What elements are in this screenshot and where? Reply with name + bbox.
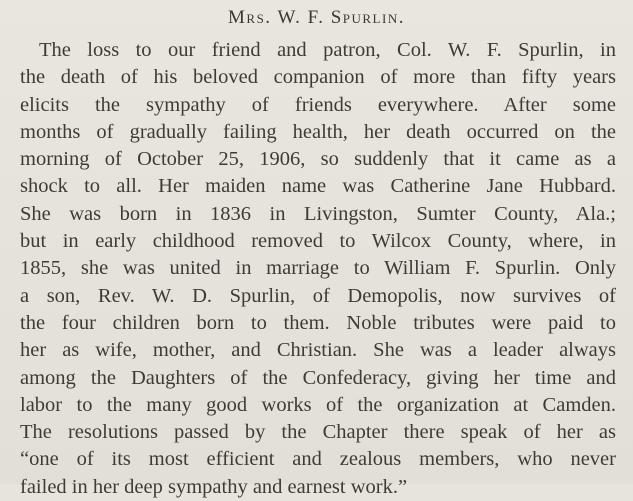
paragraph-line: her as wife, mother, and Christian. She was a leader always	[20, 339, 616, 362]
paragraph-line: labor to the many good works of the organization at Camden.	[20, 393, 616, 416]
paragraph-line: failed in her deep sympathy and earnest work.”	[20, 475, 408, 498]
paragraph-line: months of gradually failing health, her death occurred on the	[20, 120, 616, 143]
paragraph-line: The resolutions passed by the Chapter there speak of her as	[20, 421, 616, 444]
paragraph-line: the death of his beloved companion of more than fifty years	[20, 66, 616, 89]
paragraph-line: among the Daughters of the Confederacy, giving her time and	[20, 366, 616, 389]
paragraph-line: a son, Rev. W. D. Spurlin, of Demopolis, now survives of	[20, 284, 616, 307]
paragraph-line: 1855, she was united in marriage to William F. Spurlin. Only	[20, 257, 616, 280]
paragraph-line: “one of its most efficient and zealous members, who never	[20, 448, 616, 471]
paragraph-line: but in early childhood removed to Wilcox County, where, in	[20, 230, 616, 253]
paragraph-line: morning of October 25, 1906, so suddenly that it came as a	[20, 148, 616, 171]
article-body	[20, 37, 616, 501]
paragraph-line: the four children born to them. Noble tributes were paid to	[20, 311, 616, 334]
paragraph-line: elicits the sympathy of friends everywhere. After some	[20, 93, 616, 116]
paragraph-line: The loss to our friend and patron, Col. W. F. Spurlin, in	[39, 39, 616, 61]
article-title: Mrs. W. F. Spurlin.	[228, 7, 405, 28]
paragraph-line: shock to all. Her maiden name was Catherine Jane Hubbard.	[20, 175, 616, 198]
paragraph-line: She was born in 1836 in Livingston, Sumter County, Ala.;	[20, 202, 616, 225]
